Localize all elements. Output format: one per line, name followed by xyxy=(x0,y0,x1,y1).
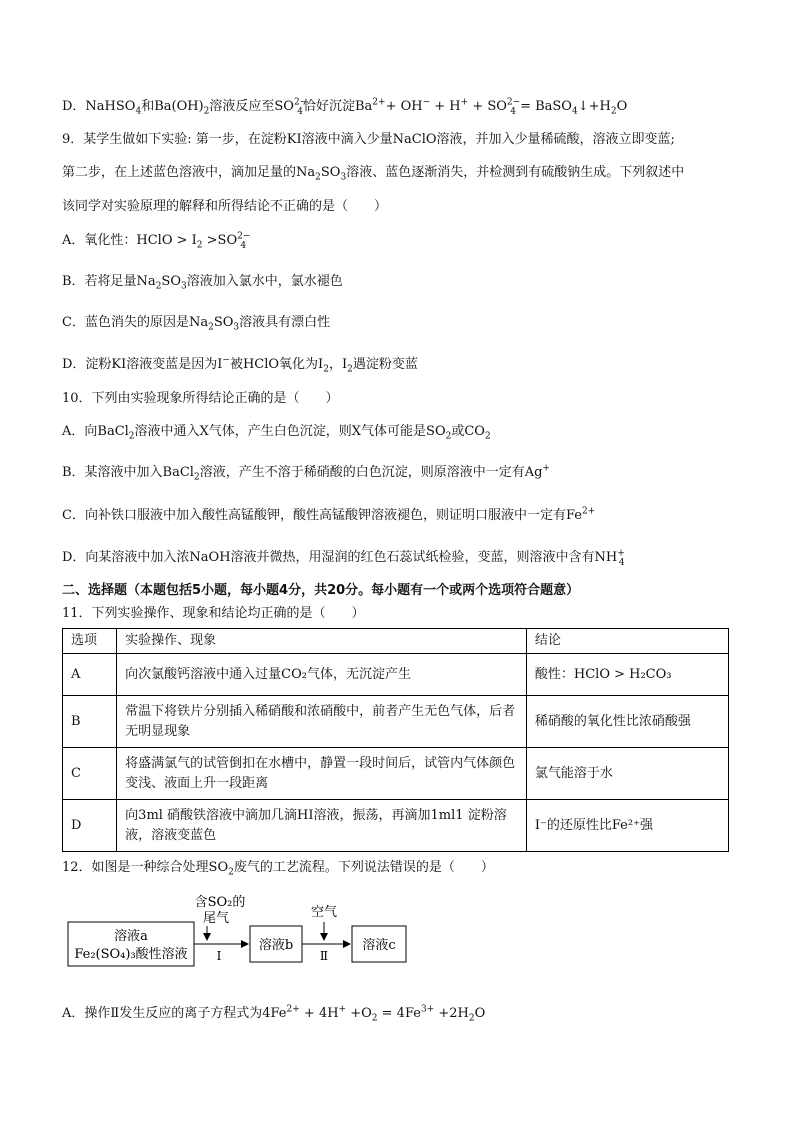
q9-option-c: C．蓝色消失的原因是$Na_2SO_3$溶液具有漂白性 xyxy=(62,315,331,333)
row-operation: 将盛满氯气的试管倒扣在水槽中，静置一段时间后，试管内气体颜色变浅、液面上升一段距离 xyxy=(117,748,527,800)
q12-option-a: A．操作Ⅱ发生反应的离子方程式为$4Fe^{2+} + 4H^+ +O_2 = 4Fe^{3+} +2H_2O$ xyxy=(62,1004,486,1024)
row-conclusion: 酸性：HClO > H₂CO₃ xyxy=(526,654,728,696)
table-row xyxy=(63,800,729,852)
row-operation: 常温下将铁片分别插入稀硝酸和浓硝酸中，前者产生无色气体，后者无明显现象 xyxy=(117,696,527,748)
row-conclusion: I⁻的还原性比Fe²⁺强 xyxy=(526,800,728,852)
q10-option-a: A．向BaCl$_2$溶液中通入X气体，产生白色沉淀，则X气体可能是$SO_2$或$CO_2$ xyxy=(62,424,491,442)
row-option: C xyxy=(63,748,117,800)
box-c-label: 溶液c xyxy=(362,938,396,953)
header-operation: 实验操作、现象 xyxy=(117,629,527,654)
q9-stem-line2: 第二步，在上述蓝色溶液中，滴加足量的$Na_2SO_3$溶液、蓝色逐渐消失，并检测到有硫酸钠生成。下列叙述中 xyxy=(62,165,685,183)
q9-option-a: A．氧化性：HClO > $I_2 >SO^{2-}_4$ xyxy=(62,231,251,251)
q9-option-b: B．若将足量$Na_2SO_3$溶液加入氯水中，氯水褪色 xyxy=(62,274,343,292)
table-row xyxy=(63,654,729,696)
box-a-sublabel: Fe₂(SO₄)₃酸性溶液 xyxy=(74,947,188,962)
q10-option-c: C．向补铁口服液中加入酸性高锰酸钾，酸性高锰酸钾溶液褪色，则证明口服液中一定有$Fe^{2+}$ xyxy=(62,506,596,523)
row-conclusion: 稀硝酸的氧化性比浓硝酸强 xyxy=(526,696,728,748)
step-1-label: Ⅰ xyxy=(216,949,222,963)
row-option: D xyxy=(63,800,117,852)
process-flow-diagram xyxy=(62,892,422,974)
row-option: B xyxy=(63,696,117,748)
q9-option-d: D．淀粉KI溶液变蓝是因为I−被HClO氧化为$I_2$，$I_2$遇淀粉变蓝 xyxy=(62,355,418,375)
air-label: 空气 xyxy=(310,905,338,920)
q11-table xyxy=(62,628,729,852)
row-option: A xyxy=(63,654,117,696)
q8-option-d: D．NaHSO$_4$和$Ba(OH)_2$溶液反应至$SO^{2-}_4$恰好沉淀$Ba^{2+}+ OH^- + H^+ + SO^{2-}_4$ = $BaSO_4↓+H_2O$ xyxy=(62,97,628,117)
table-header-row xyxy=(63,629,729,654)
table-row xyxy=(63,696,729,748)
header-conclusion: 结论 xyxy=(526,629,728,654)
q10-stem: 10．下列由实验现象所得结论正确的是（ ） xyxy=(62,391,339,406)
q9-stem-line3: 该同学对实验原理的解释和所得结论不正确的是（ ） xyxy=(62,199,388,214)
row-operation: 向3ml 硝酸铁溶液中滴加几滴HI溶液，振荡，再滴加1ml1 淀粉溶液，溶液变蓝色 xyxy=(117,800,527,852)
q10-option-d: D．向某溶液中加入浓NaOH溶液并微热，用湿润的红色石蕊试纸检验，变蓝，则溶液中含有$NH^+_4$ xyxy=(62,548,625,568)
row-conclusion: 氯气能溶于水 xyxy=(526,748,728,800)
step-2-label: Ⅱ xyxy=(319,949,329,963)
q9-stem-line1: 9．某学生做如下实验: 第一步，在淀粉KI溶液中滴入少量NaClO溶液，并加入少量稀硫酸，溶液立即变蓝; xyxy=(62,132,675,147)
tail-gas-label-2: 尾气 xyxy=(202,911,230,926)
table-row xyxy=(63,748,729,800)
q12-stem: 12．如图是一种综合处理$SO_2$废气的工艺流程。下列说法错误的是（ ） xyxy=(62,860,494,878)
section-2-heading: 二、选择题（本题包括5小题，每小题4分，共20分。每小题有一个或两个选项符合题意） xyxy=(62,583,580,598)
header-option: 选项 xyxy=(63,629,117,654)
q10-option-b: B．某溶液中加入BaCl$_2$溶液，产生不溶于稀硝酸的白色沉淀，则原溶液中一定有Ag+ xyxy=(62,463,550,483)
box-a-label: 溶液a xyxy=(114,929,148,944)
box-b-label: 溶液b xyxy=(258,938,294,953)
row-operation: 向次氯酸钙溶液中通入过量CO₂气体，无沉淀产生 xyxy=(117,654,527,696)
q11-stem: 11．下列实验操作、现象和结论均正确的是（ ） xyxy=(62,606,365,621)
tail-gas-label-1: 含SO₂的 xyxy=(194,895,246,910)
